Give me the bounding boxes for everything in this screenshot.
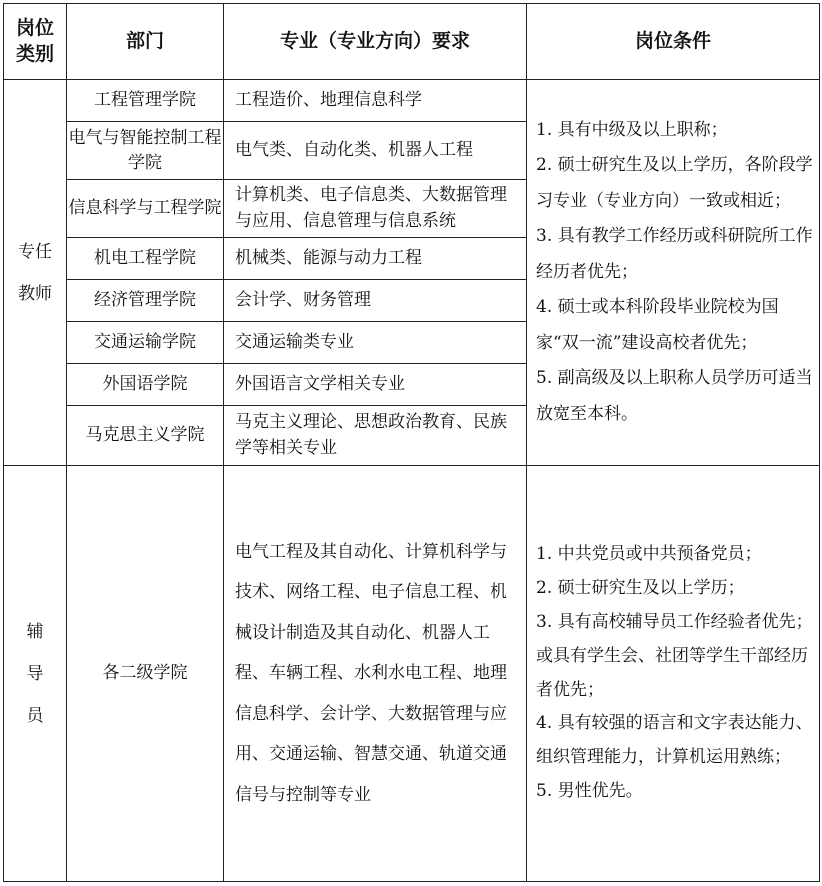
- major-cell: 交通运输类专业: [224, 322, 527, 364]
- category-cell-teacher: [4, 80, 67, 466]
- condition-item: 1. 具有中级及以上职称；: [536, 119, 728, 140]
- major-cell: 工程造价、地理信息科学: [224, 80, 527, 122]
- condition-item: 2. 硕士研究生及以上学历；: [536, 578, 745, 599]
- condition-item: 5. 副高级及以上职称人员学历可适当放宽至本科。: [536, 368, 813, 424]
- major-cell: 电气工程及其自动化、计算机科学与技术、网络工程、电子信息工程、机械设计制造及其自动化、机器人工程、车辆工程、水利水电工程、地理信息科学、会计学、大数据管理与应用、交通运输、智慧交通、轨道交通信号与控制等专业: [224, 466, 527, 882]
- major-cell: 外国语言文学相关专业: [224, 364, 527, 406]
- header-category-line1: 岗位: [15, 16, 54, 39]
- major-cell: 会计学、财务管理: [224, 280, 527, 322]
- condition-item: 1. 中共党员或中共预备党员；: [536, 544, 762, 565]
- header-department: 部门: [67, 4, 224, 80]
- header-major: 专业（专业方向）要求: [224, 4, 527, 80]
- category-teacher-line2: 教师: [18, 283, 52, 304]
- header-category: [4, 4, 67, 80]
- table-row: [4, 466, 820, 882]
- condition-item: 3. 具有高校辅导员工作经验者优先；或具有学生会、社团等学生干部经历者优先；: [536, 611, 813, 700]
- major-cell: 电气类、自动化类、机器人工程: [224, 122, 527, 180]
- condition-item: 4. 具有较强的语言和文字表达能力、组织管理能力，计算机运用熟练；: [536, 713, 813, 768]
- category-cell-counselor: [4, 466, 67, 882]
- condition-item: 2. 硕士研究生及以上学历，各阶段学习专业（专业方向）一致或相近；: [536, 155, 813, 211]
- major-cell: 计算机类、电子信息类、大数据管理与应用、信息管理与信息系统: [224, 180, 527, 238]
- table-row: [4, 80, 820, 122]
- dept-cell: 各二级学院: [67, 466, 224, 882]
- header-conditions: 岗位条件: [527, 4, 820, 80]
- dept-cell: 马克思主义学院: [67, 406, 224, 466]
- dept-cell: 信息科学与工程学院: [67, 180, 224, 238]
- category-counselor-char: 辅: [26, 621, 44, 642]
- condition-item: 3. 具有教学工作经历或科研院所工作经历者优先；: [536, 226, 813, 282]
- category-counselor-char: 导: [26, 663, 44, 684]
- dept-cell: 外国语学院: [67, 364, 224, 406]
- dept-cell: 经济管理学院: [67, 280, 224, 322]
- dept-cell: 机电工程学院: [67, 238, 224, 280]
- recruitment-table: [3, 3, 820, 882]
- conditions-cell-counselor: [527, 466, 820, 882]
- header-category-line2: 类别: [15, 42, 54, 65]
- header-row: [4, 4, 820, 80]
- condition-item: 4. 硕士或本科阶段毕业院校为国家“双一流”建设高校者优先；: [536, 297, 779, 353]
- dept-cell: 工程管理学院: [67, 80, 224, 122]
- major-cell: 马克主义理论、思想政治教育、民族学等相关专业: [224, 406, 527, 466]
- conditions-cell-teacher: [527, 80, 820, 466]
- dept-cell: 交通运输学院: [67, 322, 224, 364]
- category-counselor-char: 员: [26, 705, 44, 726]
- category-teacher-line1: 专任: [18, 241, 52, 262]
- dept-cell: 电气与智能控制工程学院: [67, 122, 224, 180]
- condition-item: 5. 男性优先。: [536, 780, 643, 801]
- major-cell: 机械类、能源与动力工程: [224, 238, 527, 280]
